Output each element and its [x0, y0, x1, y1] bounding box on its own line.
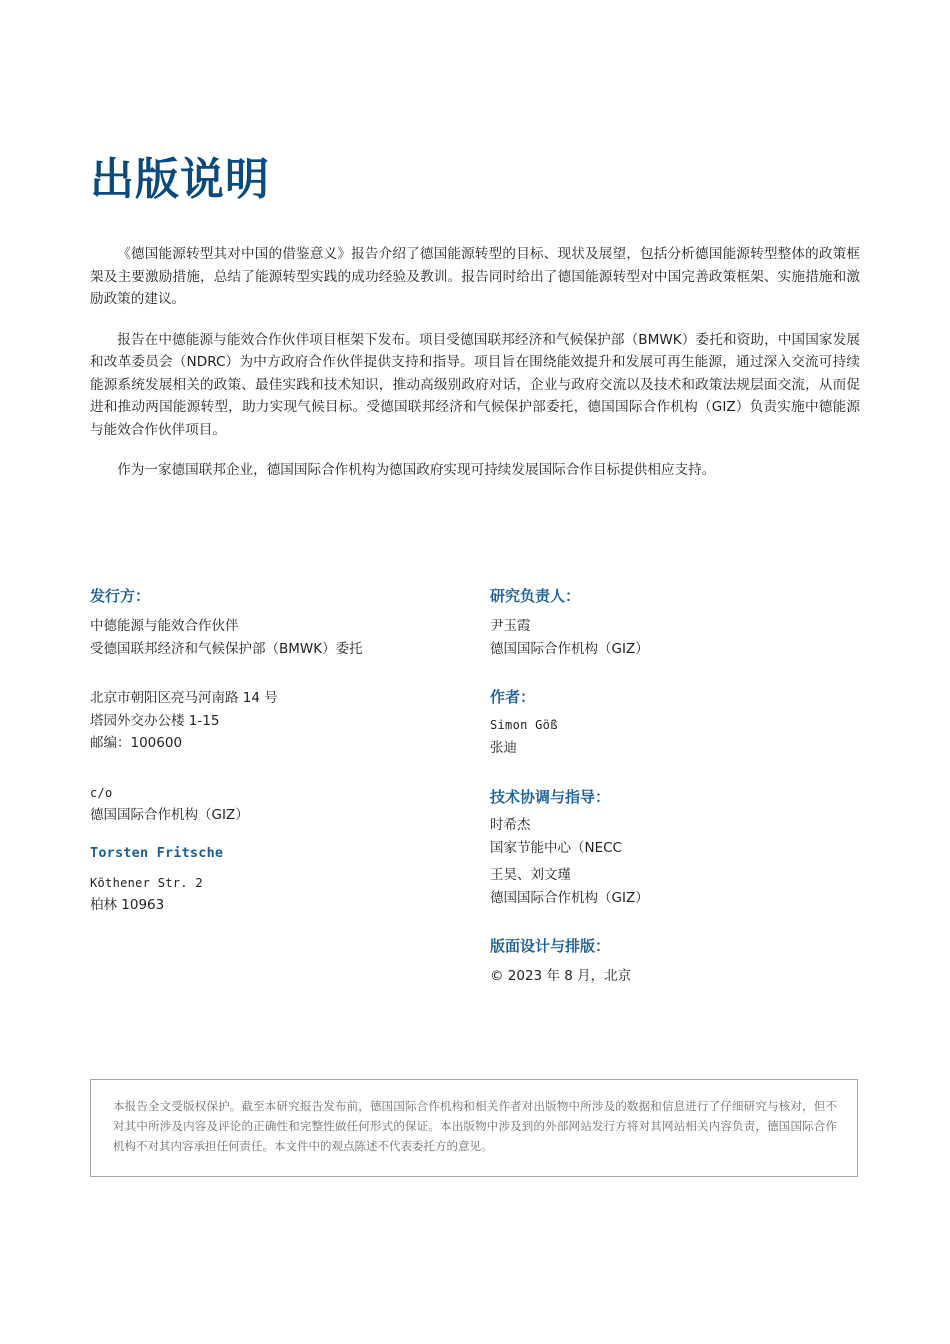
publisher-postcode: 邮编：100600 — [90, 735, 183, 751]
author-name: Simon Göß — [490, 718, 558, 732]
authors-heading: 作者： — [490, 688, 536, 706]
disclaimer-box: 本报告全文受版权保护。截至本研究报告发布前，德国国际合作机构和相关作者对出版物中所涉及的数据和信息进行了仔细研究与核对，但不对其中所涉及内容及评论的正确性和完整性做任何形式的保证。本出版物中涉及到的外部网站发行方将对其网站相关内容负责，德国国际合作机构不对其内容承担任何责任。本文件中的观点陈述不代表委托方的意见。 — [90, 1079, 858, 1177]
publisher-heading: 发行方： — [90, 587, 151, 605]
intro-paragraph: 作为一家德国联邦企业，德国国际合作机构为德国政府实现可持续发展国际合作目标提供相应支持。 — [117, 462, 716, 478]
publisher-name: 中德能源与能效合作伙伴 — [90, 618, 239, 634]
coordinator-org: 德国国际合作机构（GIZ） — [490, 889, 649, 906]
author-name: 张迪 — [490, 739, 517, 756]
coordination-heading: 技术协调与指导： — [490, 788, 611, 806]
copyright-line: © 2023 年 8 月，北京 — [490, 968, 632, 984]
contact-name: Torsten Fritsche — [90, 844, 224, 861]
care-of-label: c/o — [90, 785, 113, 800]
contact-street: Köthener Str. 2 — [90, 875, 203, 890]
coordinator-org: 国家节能中心（NECC — [490, 839, 622, 856]
page-title: 出版说明 — [90, 154, 270, 205]
intro-paragraph: 报告在中德能源与能效合作伙伴项目框架下发布。项目受德国联邦经济和气候保护部（BMWK）委托和资助，中国国家发展和改革委员会（NDRC）为中方政府合作伙伴提供支持和指导。项目旨在围绕能效提升和发展可再生能源，通过深入交流可持续能源系统发展相关的政策、最佳实践和技术知识，推动高级别政府对话，企业与政府交流以及技术和政策法规层面交流，从而促进和推动两国能源转型，助力实现气候目标。受德国联邦经济和气候保护部委托，德国国际合作机构（GIZ）负责实施中德能源与能效合作伙伴项目。 — [90, 331, 860, 438]
credits-column — [490, 585, 860, 988]
publisher-address-line: 塔园外交办公楼 1-15 — [90, 712, 220, 729]
publisher-column — [90, 585, 450, 917]
research-lead-name: 尹玉霞 — [490, 618, 531, 634]
intro-section — [90, 243, 860, 500]
coordinator-name: 时希杰 — [490, 817, 531, 833]
design-heading: 版面设计与排版： — [490, 937, 611, 955]
care-of-organization: 德国国际合作机构（GIZ） — [90, 807, 249, 823]
publisher-commission: 受德国联邦经济和气候保护部（BMWK）委托 — [90, 640, 363, 657]
intro-paragraph: 《德国能源转型其对中国的借鉴意义》报告介绍了德国能源转型的目标、现状及展望，包括分析德国能源转型整体的政策框架及主要激励措施，总结了能源转型实践的成功经验及教训。报告同时给出了德国能源转型对中国完善政策框架、实施措施和激励政策的建议。 — [90, 246, 860, 307]
contact-city: 柏林 10963 — [90, 897, 165, 913]
publisher-address-line: 北京市朝阳区亮马河南路 14 号 — [90, 690, 278, 706]
coordinator-name: 王昊、刘文瑾 — [490, 867, 571, 883]
research-lead-org: 德国国际合作机构（GIZ） — [490, 640, 649, 657]
research-lead-heading: 研究负责人： — [490, 587, 581, 605]
